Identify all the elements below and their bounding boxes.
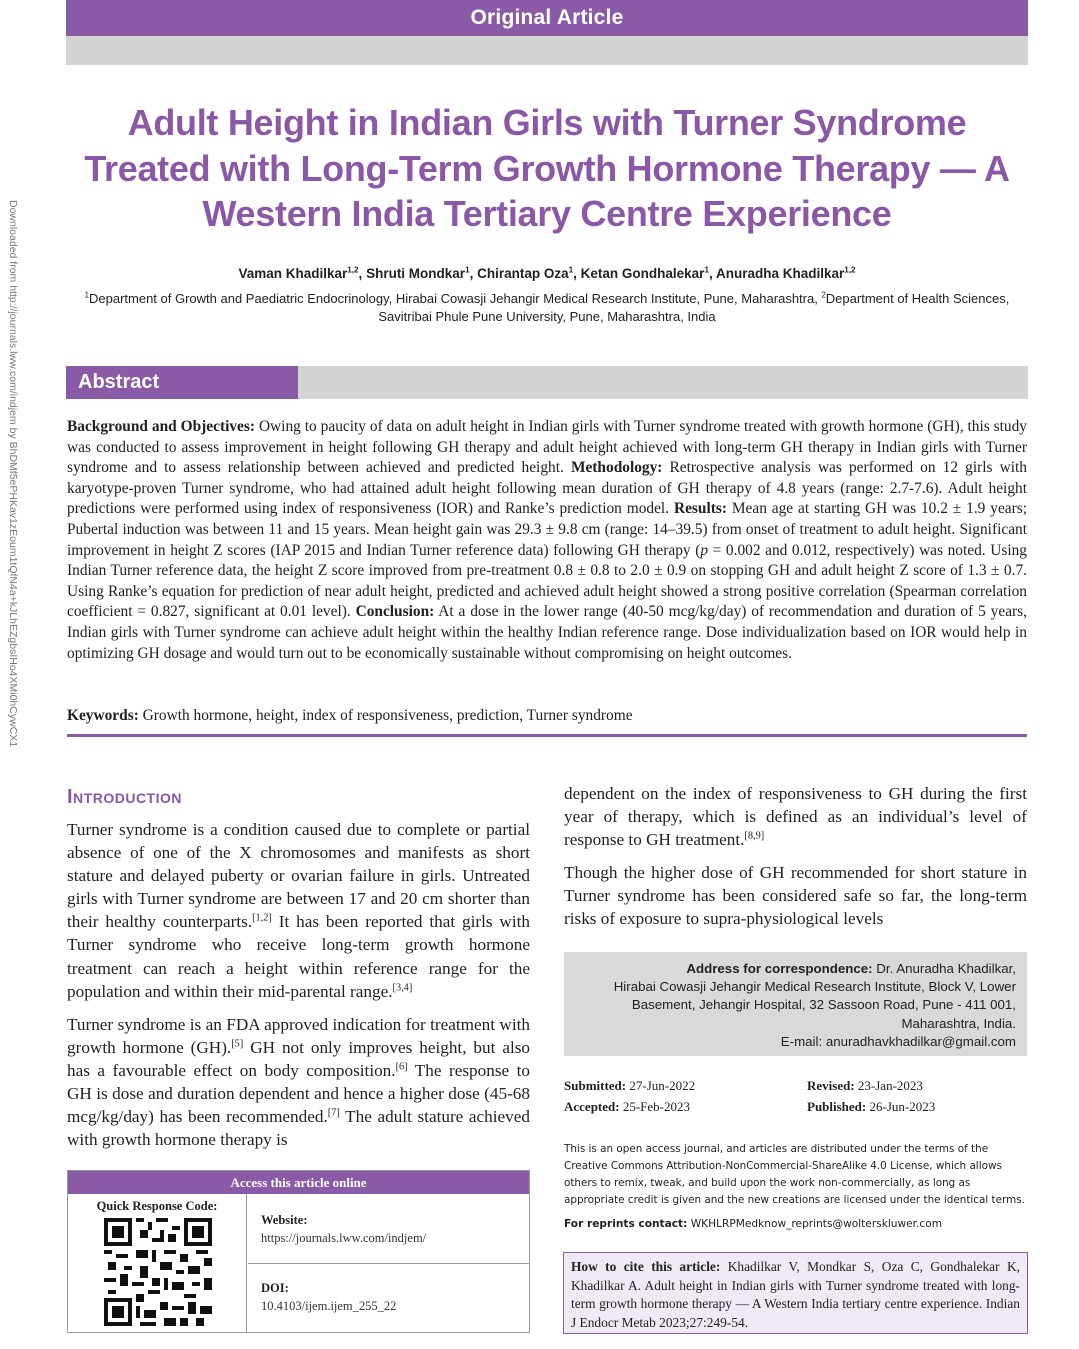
abstract-heading: Abstract [66, 366, 298, 399]
author: Shruti Mondkar$^1$ [366, 265, 470, 281]
intro-paragraph: Turner syndrome is an FDA approved indication for treatment with growth hormone (GH).[5] GH not only improves height, but also has a favourable effect on body composition.[6] The response to GH is dose and duration dependent and hence a higher dose (45-68 mcg/kg/day) has been recommended.[7] The adult stature achieved with growth hormone therapy is [67, 1014, 531, 1150]
doi-label: DOI: [261, 1281, 289, 1295]
author: Anuradha Khadilkar$^{1,2}$ [715, 265, 856, 281]
reprints-email[interactable]: WKHLRPMedknow_reprints@wolterskluwer.com [687, 1218, 943, 1230]
article-type-label: Original Article [470, 6, 624, 29]
access-details [248, 1194, 530, 1333]
intro-paragraph: dependent on the index of responsiveness to GH during the first year of therapy, which is defined as an individual’s level of response to GH treatment.[8,9] [564, 784, 1027, 850]
website-link[interactable]: https://journals.lww.com/indjem/ [261, 1231, 427, 1245]
introduction-heading: Introduction [67, 786, 182, 808]
doi-link[interactable]: 10.4103/ijem.ijem_255_22 [261, 1299, 397, 1313]
reprints-contact: For reprints contact: WKHLRPMedknow_reprints@wolterskluwer.com [564, 1218, 943, 1230]
abstract-body: Background and Objectives: Owing to paucity of data on adult height in Indian girls with Turner syndrome treated with growth hormone (GH), this study was conducted to assess improvement in height following GH therapy and adult height achieved with long-term GH therapy in Indian girls with Turner syndrome and to assess relationship between achieved and predicted height. Methodology: Retrospective analysis was performed on 12 girls with karyotype-proven Turner syndrome, who had attained adult height following mean duration of GH therapy of 4.8 years (range: 2.7-7.6). Adult height predictions were performed using index of responsiveness (IOR) and Ranke’s prediction model. Results: Mean age at starting GH was 10.2 ± 1.9 years; Pubertal induction was between 11 and 15 years. Mean height gain was 29.3 ± 9.8 cm (range: 14–39.5) from onset of treatment to adult height. Significant improvement in height Z scores (IAP 2015 and Indian Turner reference data) following GH therapy (p = 0.002 and 0.012, respectively) was noted. Using Indian Turner reference data, the height Z score improved from pre-treatment 0.8 ± 0.8 to 2.0 ± 0.9 on stopping GH and adult height Z score of 1.3 ± 0.7. Using Ranke’s equation for prediction of near adult height, predicted and achieved adult height showed a strong positive correlation (Spearman correlation coefficient = 0.827, significant at 0.01 level). Conclusion: At a dose in the lower range (40-50 mcg/kg/day) of recommendation and duration of 5 years, Indian girls with Turner syndrome can achieve adult height within the healthy Indian reference range. Dose individualization based on IOR would help in optimizing GH dosage and would turn out to be economically sustainable without compromising on height outcomes. [67, 418, 1028, 662]
qr-code-icon[interactable] [104, 1218, 212, 1326]
article-dates: Submitted: 27-Jun-2022 Revised: 23-Jan-2023 Accepted: 25-Feb-2023 Published: 26-Jun-2023 [564, 1078, 936, 1114]
correspondence-box: Address for correspondence: Dr. Anuradha Khadilkar, Hirabai Cowasji Jehangir Medical Research Institute, Block V, Lower Basement, Jehangir Hospital, 32 Sassoon Road, Pune - 411 001, Maharashtra, India. E-mail: anuradhavkhadilkar@gmail.com [564, 952, 1027, 1056]
header-gray-band [66, 36, 1028, 65]
right-column [564, 782, 1027, 931]
access-heading: Access this article online [68, 1171, 529, 1194]
article-type-band [66, 0, 1028, 36]
section-divider [67, 734, 1027, 737]
keywords: Keywords: Growth hormone, height, index of responsiveness, prediction, Turner syndrome [67, 707, 633, 724]
author: Chirantap Oza$^1$ [477, 265, 574, 281]
affiliations: $^1$Department of Growth and Paediatric Endocrinology, Hirabai Cowasji Jehangir Medical Research Institute, Pune, Maharashtra, $^2$Department of Health Sciences, Savitribai Phule Pune University, Pune, Maharashtra, India [84, 290, 1010, 324]
correspondence-email[interactable]: E-mail: anuradhavkhadilkar@gmail.com [780, 1033, 1016, 1049]
website-label: Website: [261, 1213, 308, 1227]
qr-label: Quick Response Code: [96, 1199, 218, 1213]
article-title: Adult Height in Indian Girls with Turner Syndrome Treated with Long-Term Growth Hormone Therapy — A Western India Tertiary Centre Experience [84, 102, 1010, 234]
intro-paragraph: Turner syndrome is a condition caused due to complete or partial absence of one of the X chromosomes and manifests as short stature and delayed puberty or ovarian failure in girls. Untreated girls with Turner syndrome are between 17 and 20 cm shorter than their healthy counterparts.[1,2] It has been reported that girls with Turner syndrome who receive long-term growth hormone treatment can reach a height within reference range for the population and within their mid-parental range.[3,4] [67, 820, 530, 1001]
qr-panel [68, 1194, 247, 1333]
author: Ketan Gondhalekar$^1$ [580, 265, 709, 281]
author-list: Vaman Khadilkar$^{1,2}$, Shruti Mondkar$^1$, Chirantap Oza$^1$, Ketan Gondhalekar$^1$, Anuradha Khadilkar$^{1,2}$ [238, 265, 856, 281]
citation-box: How to cite this article: Khadilkar V, Mondkar S, Oza C, Gondhalekar K, Khadilkar A. Adult height in Indian girls with Turner syndrome treated with long-term growth hormone therapy — A Western India tertiary centre experience. Indian J Endocr Metab 2023;27:249-54. [563, 1252, 1028, 1334]
intro-paragraph: Though the higher dose of GH recommended for short stature in Turner syndrome has been considered safe so far, the long-term risks of exposure to supra-physiological levels [564, 863, 1027, 929]
left-column [67, 818, 530, 1151]
access-online-box [67, 1170, 530, 1333]
download-watermark: Downloaded from http://journals.lww.com/indjem by BhDMf5ePHKav1zEoum1tQfN4a+kJLhEZgbsIHo4XMi0hCywCX1 [7, 200, 19, 748]
author: Vaman Khadilkar$^{1,2}$ [238, 265, 359, 281]
license-notice: This is an open access journal, and articles are distributed under the terms of the Creative Commons Attribution-NonCommercial-ShareAlike 4.0 License, which allows others to remix, tweak, and build upon the work non-commercially, as long as appropriate credit is given and the new creations are licensed under the identical terms. [564, 1143, 1025, 1206]
